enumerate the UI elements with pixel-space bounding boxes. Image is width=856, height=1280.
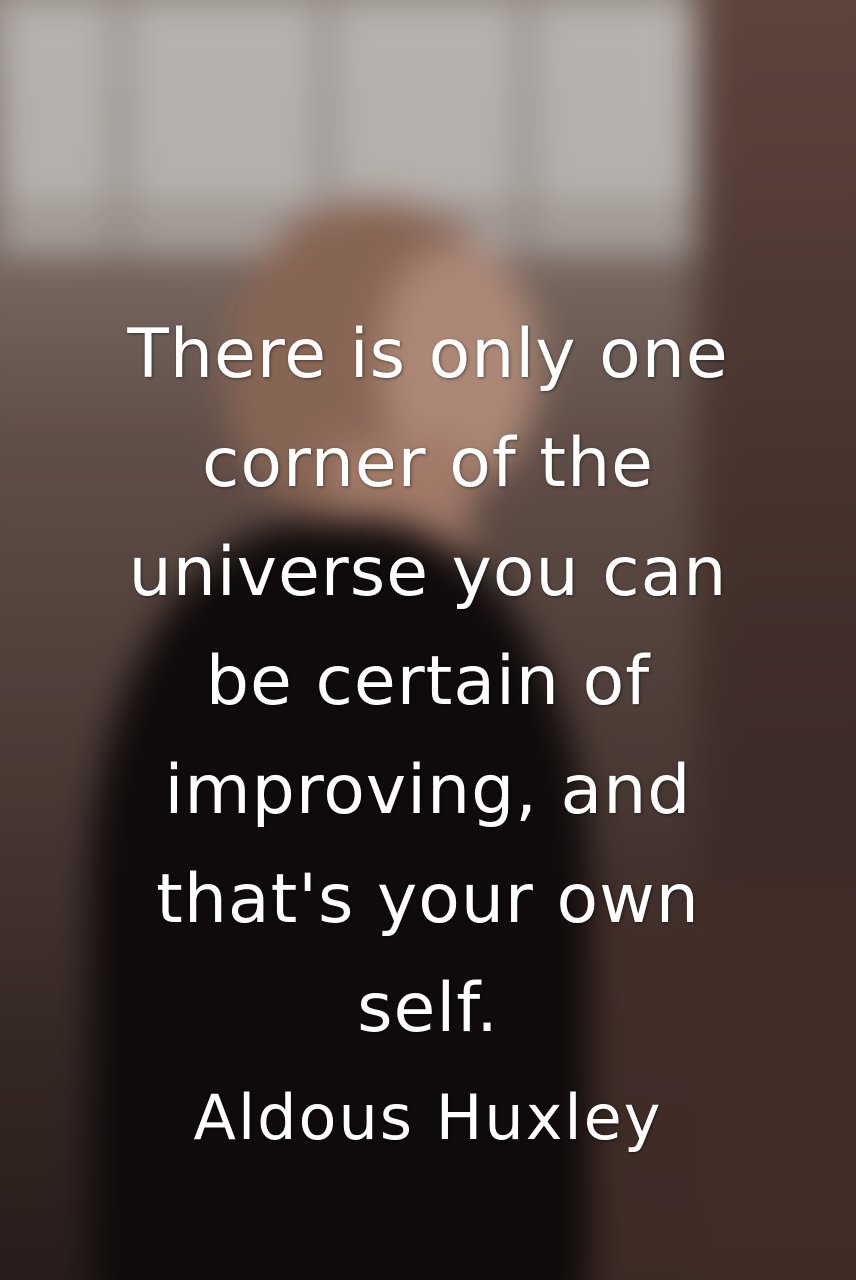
quote-line: There is only one	[127, 315, 729, 394]
quote-line: self.	[357, 969, 499, 1048]
quote-line: corner of the	[201, 424, 654, 503]
quote-line: be certain of	[205, 642, 651, 721]
quote-line: universe you can	[128, 533, 728, 612]
quote-line: that's your own	[156, 860, 700, 939]
quote-line: improving, and	[164, 751, 692, 830]
quote-text-block	[0, 300, 856, 1172]
quote-author: Aldous Huxley	[193, 1081, 663, 1154]
